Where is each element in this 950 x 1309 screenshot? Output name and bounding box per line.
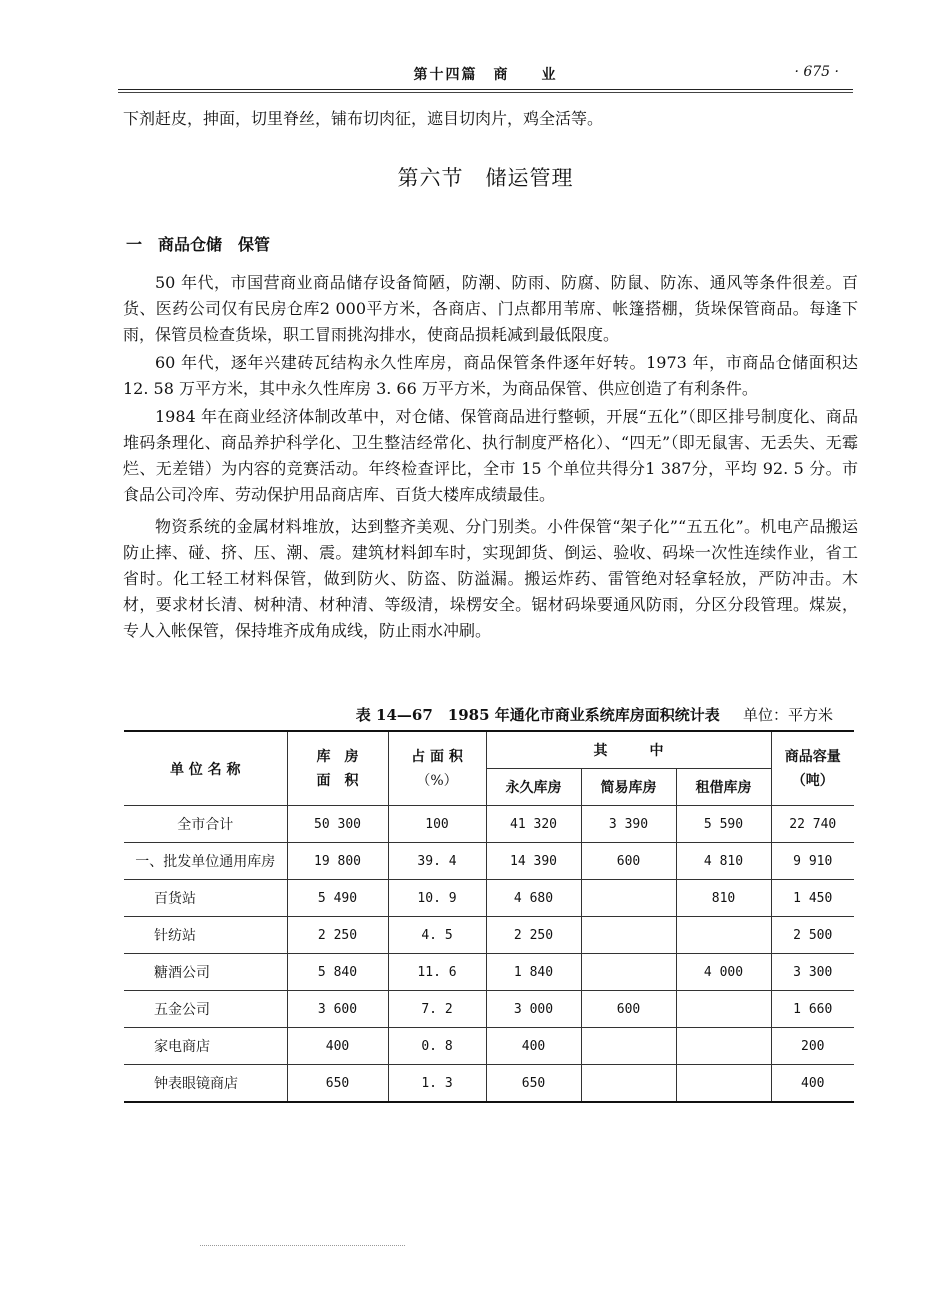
cell-pct: 39. 4 xyxy=(388,843,486,880)
col-header-capacity xyxy=(771,731,854,806)
cell-permanent: 14 390 xyxy=(486,843,581,880)
row-name: 钟表眼镜商店 xyxy=(124,1065,287,1103)
paragraph: 50 年代，市国营商业商品储存设备简陋，防潮、防雨、防腐、防鼠、防冻、通风等条件很差。百货、医药公司仅有民房仓库2 000平方米，各商店、门点都用苇席、帐篷搭棚，货垛保管商品。每逢下雨，保管员检查货垛，职工冒雨挑沟排水，使商品损耗减到最低限度。 xyxy=(123,273,858,344)
cell-area: 650 xyxy=(287,1065,388,1103)
cell-capacity: 1 450 xyxy=(771,880,854,917)
table-row xyxy=(124,806,854,843)
intro-line: 下剂赶皮，抻面，切里脊丝，铺布切肉征，遮目切肉片，鸡全活等。 xyxy=(123,109,604,128)
cell-permanent: 400 xyxy=(486,1028,581,1065)
cell-area: 2 250 xyxy=(287,917,388,954)
cell-capacity: 200 xyxy=(771,1028,854,1065)
table-title: 表 14—67 1985 年通化市商业系统库房面积统计表 xyxy=(355,706,720,724)
running-header xyxy=(118,62,853,88)
cell-rented xyxy=(676,1065,771,1103)
page-number: · 675 · xyxy=(794,64,839,80)
row-name: 一、批发单位通用库房 xyxy=(124,843,287,880)
cell-simple xyxy=(581,954,676,991)
cell-capacity: 2 500 xyxy=(771,917,854,954)
header-rule-thin xyxy=(118,92,853,93)
warehouse-area-table xyxy=(124,730,854,1103)
section-title: 第六节 储运管理 xyxy=(397,166,574,190)
cell-pct: 4. 5 xyxy=(388,917,486,954)
cell-simple xyxy=(581,880,676,917)
col-header-area-line2: 面 积 xyxy=(316,772,359,789)
header-rule xyxy=(118,89,853,90)
cell-pct: 100 xyxy=(388,806,486,843)
cell-rented: 5 590 xyxy=(676,806,771,843)
cell-capacity: 3 300 xyxy=(771,954,854,991)
cell-simple: 3 390 xyxy=(581,806,676,843)
cell-permanent: 3 000 xyxy=(486,991,581,1028)
table-row xyxy=(124,991,854,1028)
cell-permanent: 650 xyxy=(486,1065,581,1103)
paragraph: 60 年代，逐年兴建砖瓦结构永久性库房，商品保管条件逐年好转。1973 年，市商品仓储面积达 12. 58 万平方米，其中永久性库房 3. 66 万平方米，为商品保管、供应创造了有利条件。 xyxy=(123,353,858,398)
cell-pct: 7. 2 xyxy=(388,991,486,1028)
cell-area: 5 490 xyxy=(287,880,388,917)
cell-permanent: 4 680 xyxy=(486,880,581,917)
row-name: 五金公司 xyxy=(124,991,287,1028)
cell-simple: 600 xyxy=(581,991,676,1028)
table-row xyxy=(124,917,854,954)
cell-pct: 11. 6 xyxy=(388,954,486,991)
chapter-title: 第十四篇 商 业 xyxy=(413,67,558,83)
cell-rented: 4 810 xyxy=(676,843,771,880)
cell-capacity: 22 740 xyxy=(771,806,854,843)
row-name: 家电商店 xyxy=(124,1028,287,1065)
col-header-group: 其 中 xyxy=(486,731,771,769)
col-header-area-line1: 库 房 xyxy=(316,748,359,765)
table-row xyxy=(124,954,854,991)
cell-rented xyxy=(676,1028,771,1065)
col-header-name: 单 位 名 称 xyxy=(124,731,287,806)
cell-permanent: 1 840 xyxy=(486,954,581,991)
cell-area: 19 800 xyxy=(287,843,388,880)
subheading: 一 商品仓储 保管 xyxy=(126,235,271,254)
col-header-capacity-line1: 商品容量 xyxy=(784,748,841,765)
paragraph: 1984 年在商业经济体制改革中，对仓储、保管商品进行整顿，开展“五化”（即区排号制度化、商品堆码条理化、商品养护科学化、卫生整洁经常化、执行制度严格化）、“四无”（即无鼠害、无丢失、无霉烂、无差错）为内容的竞赛活动。年终检查评比，全市 15 个单位共得分1 387分，平均 92. 5 分。市食品公司冷库、劳动保护用品商店库、百货大楼库成绩最佳。 xyxy=(123,407,858,504)
cell-capacity: 9 910 xyxy=(771,843,854,880)
table-caption xyxy=(118,704,853,725)
body-text xyxy=(123,270,858,644)
row-name: 糖酒公司 xyxy=(124,954,287,991)
cell-permanent: 41 320 xyxy=(486,806,581,843)
col-header-pct-line1: 占 面 积 xyxy=(411,748,463,765)
cell-simple xyxy=(581,1065,676,1103)
cell-area: 400 xyxy=(287,1028,388,1065)
cell-pct: 10. 9 xyxy=(388,880,486,917)
table-header-row xyxy=(124,731,854,769)
table-row xyxy=(124,1065,854,1103)
col-header-capacity-line2: （吨） xyxy=(791,772,834,789)
col-header-permanent: 永久库房 xyxy=(486,769,581,806)
cell-rented xyxy=(676,991,771,1028)
cell-capacity: 1 660 xyxy=(771,991,854,1028)
cell-simple xyxy=(581,917,676,954)
cell-pct: 0. 8 xyxy=(388,1028,486,1065)
table-row xyxy=(124,880,854,917)
row-name: 百货站 xyxy=(124,880,287,917)
footer-dots xyxy=(200,1245,405,1246)
intro-text-block xyxy=(123,106,858,132)
table-body xyxy=(124,806,854,1103)
table-row xyxy=(124,843,854,880)
col-header-pct xyxy=(388,731,486,806)
cell-rented: 810 xyxy=(676,880,771,917)
cell-rented xyxy=(676,917,771,954)
cell-simple xyxy=(581,1028,676,1065)
col-header-rented: 租借库房 xyxy=(676,769,771,806)
table-row xyxy=(124,1028,854,1065)
row-name: 全市合计 xyxy=(124,806,287,843)
cell-capacity: 400 xyxy=(771,1065,854,1103)
cell-simple: 600 xyxy=(581,843,676,880)
cell-rented: 4 000 xyxy=(676,954,771,991)
cell-area: 3 600 xyxy=(287,991,388,1028)
cell-area: 50 300 xyxy=(287,806,388,843)
cell-pct: 1. 3 xyxy=(388,1065,486,1103)
col-header-pct-line2: （%） xyxy=(416,772,458,789)
cell-permanent: 2 250 xyxy=(486,917,581,954)
row-name: 针纺站 xyxy=(124,917,287,954)
cell-area: 5 840 xyxy=(287,954,388,991)
paragraph: 物资系统的金属材料堆放，达到整齐美观、分门别类。小件保管“架子化”“五五化”。机电产品搬运防止摔、碰、挤、压、潮、震。建筑材料卸车时，实现卸货、倒运、验收、码垛一次性连续作业，省工省时。化工轻工材料保管，做到防火、防盗、防溢漏。搬运炸药、雷管绝对轻拿轻放，严防冲击。木材，要求材长清、树种清、材种清、等级清，垛楞安全。锯材码垛要通风防雨，分区分段管理。煤炭，专人入帐保管，保持堆齐成角成线，防止雨水冲刷。 xyxy=(123,517,858,640)
col-header-simple: 简易库房 xyxy=(581,769,676,806)
table-unit: 单位：平方米 xyxy=(742,706,833,724)
col-header-area xyxy=(287,731,388,806)
